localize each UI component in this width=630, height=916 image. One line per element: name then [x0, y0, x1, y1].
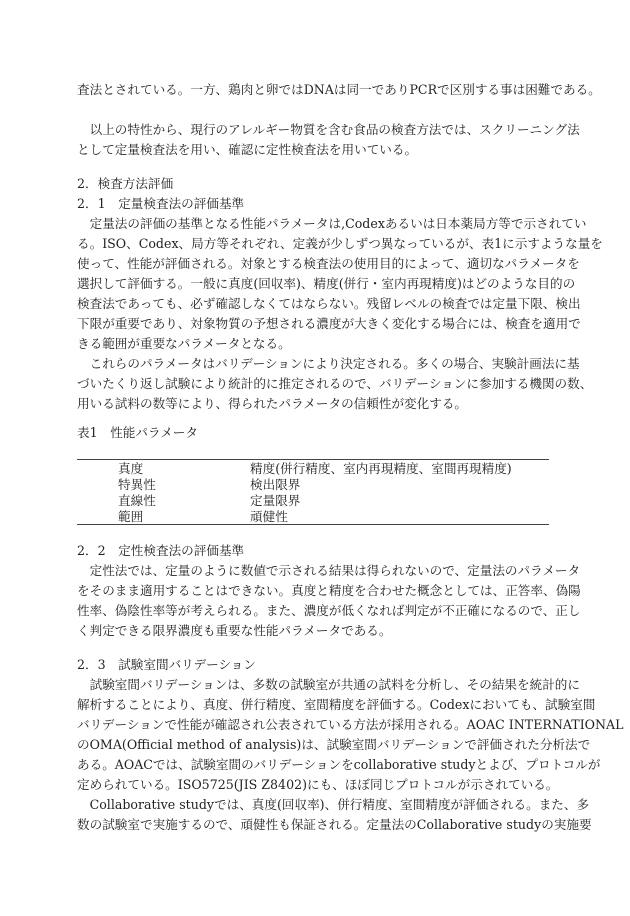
table-top-rule [77, 459, 549, 460]
table-cell: 定量限界 [250, 493, 301, 508]
body-line: ある。AOACでは、試験室間のバリデーションをcollaborative studyとよび、プロトコルが [77, 757, 601, 772]
body-line: づいたくり返し試験により統計的に推定されるので、バリデーションに参加する機関の数、 [77, 376, 593, 391]
table-cell: 直線性 [118, 493, 156, 508]
body-line: 定性法では、定量のように数値で示される結果は得られないので、定量法のパラメータ [77, 563, 581, 578]
table-cell: 真度 [118, 461, 144, 476]
body-line: これらのパラメータはバリデーションにより決定される。多くの場合、実験計画法に基 [77, 356, 580, 371]
table-bottom-rule [77, 524, 549, 525]
body-line: 数の試験室で実施するので、頑健性も保証される。定量法のCollaborative studyの実施要 [77, 817, 592, 832]
subsection-heading: 2．3 試験室間バリデーション [77, 657, 256, 672]
table-cell: 範囲 [118, 509, 144, 524]
body-line: 選択して評価する。一般に真度(回収率)、精度(併行・室内再現精度)はどのような目的の [77, 276, 576, 291]
body-line: 解析することにより、真度、併行精度、室間精度を評価する。Codexにおいても、試験室間 [77, 697, 596, 712]
body-line: く判定できる限界濃度も重要な性能パラメータである。 [77, 623, 392, 638]
subsection-heading: 2．2 定性検査法の評価基準 [77, 543, 245, 558]
body-line: 定められている。ISO5725(JIS Z8402)にも、ほぼ同じプロトコルが示されている。 [77, 777, 559, 792]
table-cell: 特異性 [118, 477, 156, 492]
body-line: 使って、性能が評価される。対象とする検査法の使用目的によって、適切なパラメータを [77, 256, 580, 271]
body-line: 性率、偽陰性率等が考えられる。また、濃度が低くなれば判定が不正確になるので、正し [77, 603, 581, 618]
subsection-heading: 2．1 定量検査法の評価基準 [77, 196, 245, 211]
body-line: 用いる試料の数等により、得られたパラメータの信頼性が変化する。 [77, 396, 468, 411]
body-line: のOMA(Official method of analysis)は、試験室間バリデーションで評価された分析法で [77, 737, 591, 752]
table-cell: 精度(併行精度、室内再現精度、室間再現精度) [250, 461, 512, 476]
table-caption: 表1 性能パラメータ [77, 425, 198, 440]
intro-line: として定量検査法を用い、確認に定性検査法を用いている。 [77, 142, 418, 157]
body-line: 試験室間バリデーションは、多数の試験室が共通の試料を分析し、その結果を統計的に [77, 677, 580, 692]
body-line: バリデーションで性能が確認され公表されている方法が採用される。AOAC INTERNATIONAL [77, 717, 624, 732]
body-line: Collaborative studyでは、真度(回収率)、併行精度、室間精度が評価される。また、多 [77, 797, 590, 812]
intro-line: 査法とされている。一方、鶏肉と卵ではDNAは同一でありPCRで区別する事は困難である。 [77, 82, 601, 97]
table-cell: 検出限界 [250, 477, 301, 492]
table-cell: 頑健性 [250, 509, 288, 524]
section-heading: 2．検査方法評価 [77, 176, 174, 191]
body-line: をそのまま適用することはできない。真度と精度を合わせた概念としては、正答率、偽陽 [77, 583, 581, 598]
body-line: 検査法であっても、必ず確認しなくてはならない。残留レベルの検査では定量下限、検出 [77, 296, 581, 311]
body-line: る。ISO、Codex、局方等それぞれ、定義が少しずつ異なっているが、表1に示すような量を [77, 236, 603, 251]
body-line: 定量法の評価の基準となる性能パラメータは,Codexあるいは日本薬局方等で示されてい [77, 216, 587, 231]
body-line: きる範囲が重要なパラメータとなる。 [77, 336, 291, 351]
body-line: 下限が重要であり、対象物質の予想される濃度が大きく変化する場合には、検査を適用で [77, 316, 581, 331]
intro-line: 以上の特性から、現行のアレルギー物質を含む食品の検査方法では、スクリーニング法 [77, 122, 580, 137]
